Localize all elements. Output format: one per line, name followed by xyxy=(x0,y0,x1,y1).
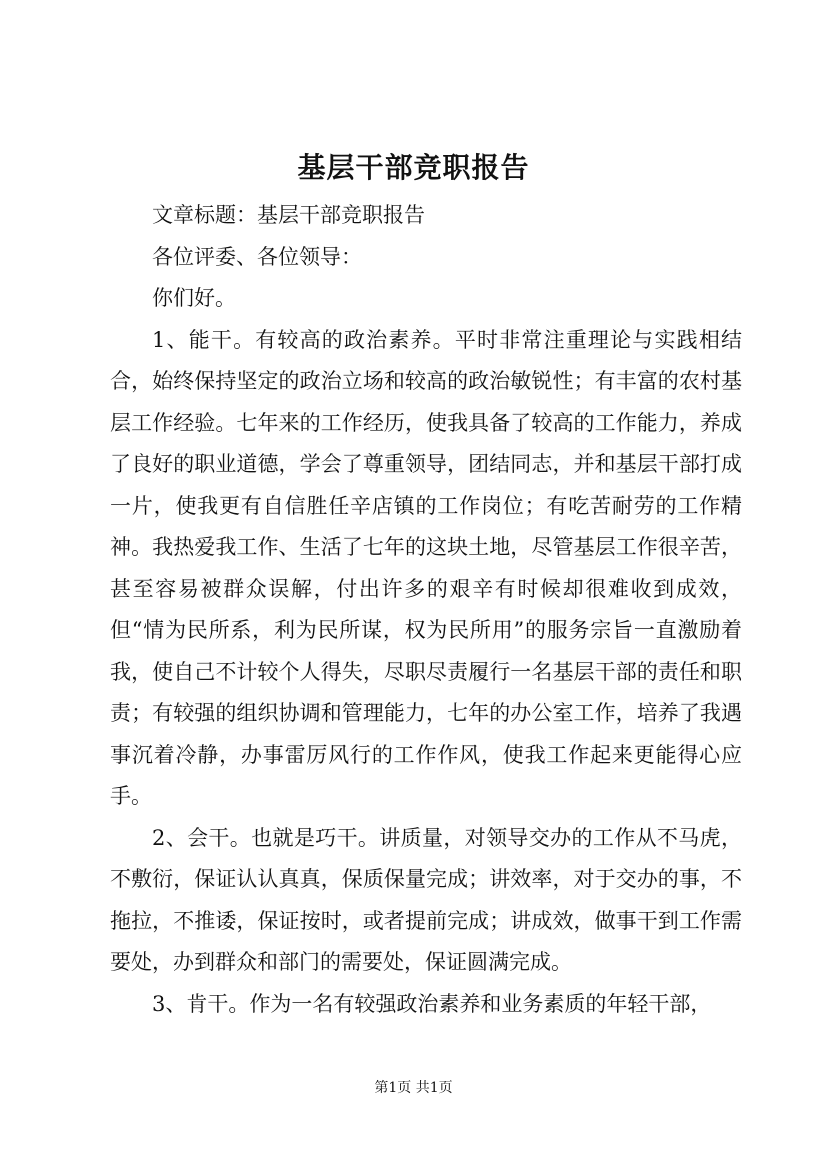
body-paragraph-greeting: 你们好。 xyxy=(152,286,236,310)
document-body xyxy=(110,195,742,1025)
body-paragraph-salutation: 各位评委、各位领导： xyxy=(152,244,362,269)
page-number-footer: 第1页 共1页 xyxy=(374,1080,453,1096)
document-title: 基层干部竞职报告 xyxy=(297,151,530,184)
body-paragraph-heading: 文章标题：基层干部竞职报告 xyxy=(152,203,425,227)
body-paragraph-capable: 1、能干。有较高的政治素养。平时非常注重理论与实践相结合，始终保持坚定的政治立场和较高的政治敏锐性；有丰富的农村基层工作经验。七年来的工作经历，使我具备了较高的工作能力，养成了良好的职业道德，学会了尊重领导，团结同志，并和基层干部打成一片，使我更有自信胜任辛店镇的工作岗位；有吃苦耐劳的工作精神。我热爱我工作、生活了七年的这块土地，尽管基层工作很辛苦，甚至容易被群众误解，付出许多的艰辛有时候却很难收到成效，但“情为民所系，利为民所谋，权为民所用”的服务宗旨一直激励着我，使自己不计较个人得失，尽职尽责履行一名基层干部的责任和职责；有较强的组织协调和管理能力，七年的办公室工作，培养了我遇事沉着冷静，办事雷厉风行的工作作风，使我工作起来更能得心应手。 xyxy=(110,327,742,808)
body-paragraph-skilled: 2、会干。也就是巧干。讲质量，对领导交办的工作从不马虎，不敷衍，保证认认真真，保质保量完成；讲效率，对于交办的事，不拖拉，不推诿，保证按时，或者提前完成；讲成效，做事干到工作需要处，办到群众和部门的需要处，保证圆满完成。 xyxy=(110,825,742,974)
body-paragraph-willing: 3、肯干。作为一名有较强政治素养和业务素质的年轻干部， xyxy=(152,991,712,1016)
